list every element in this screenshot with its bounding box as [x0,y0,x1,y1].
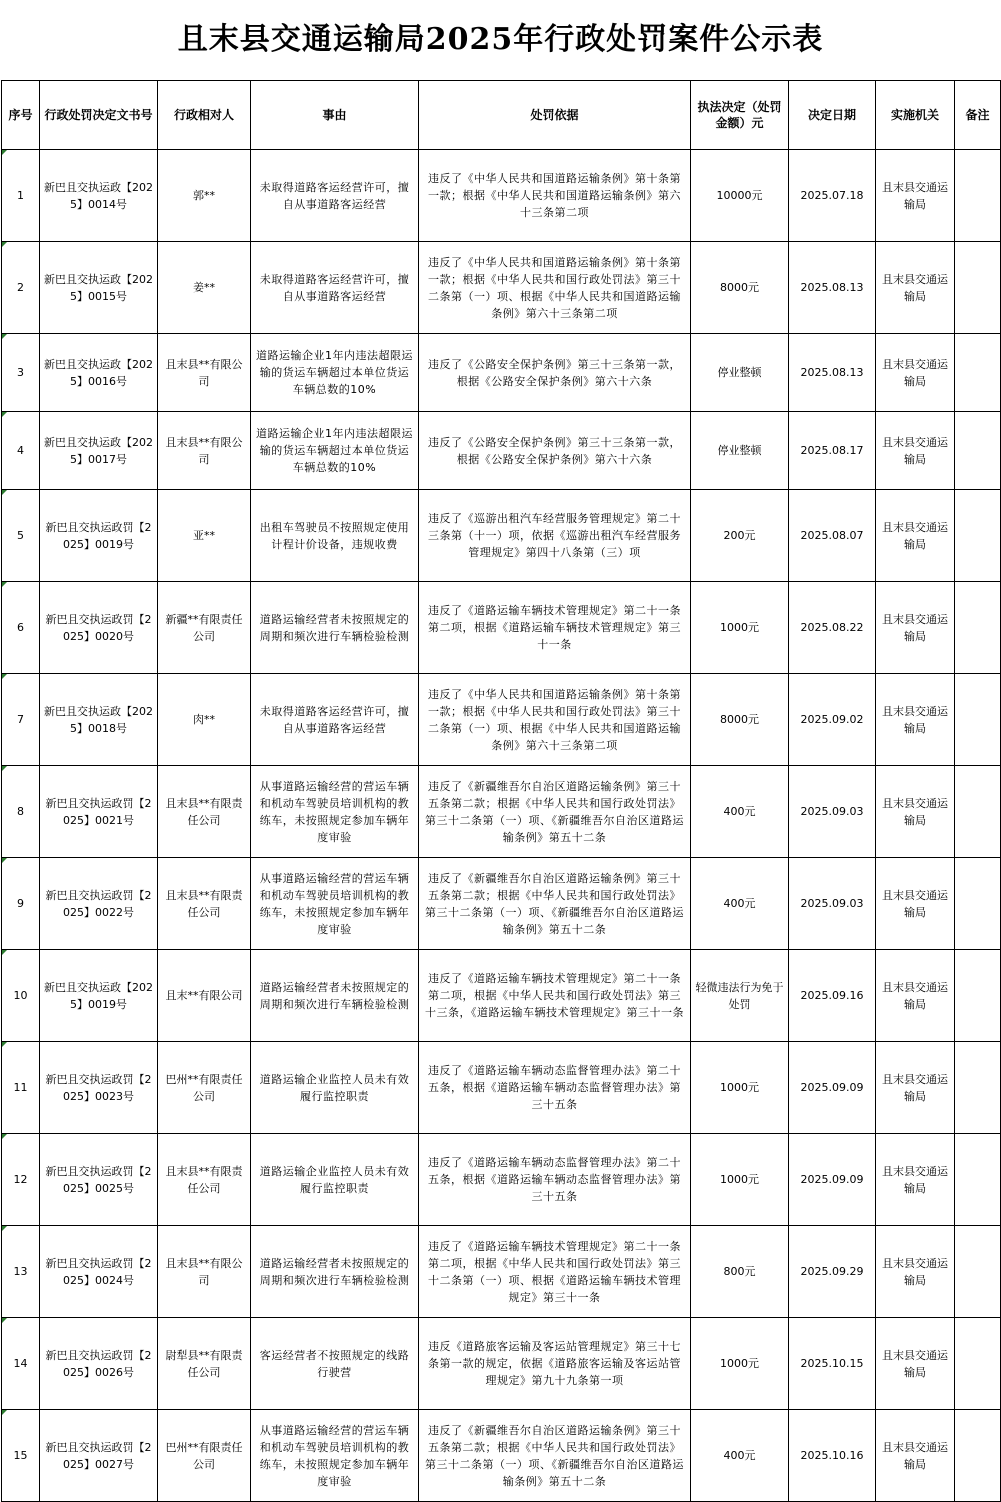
cell-party: 巴州**有限责任公司 [158,1410,251,1502]
cell-reason: 未取得道路客运经营许可，擅自从事道路客运经营 [251,150,419,242]
cell-penalty: 停业整顿 [691,334,789,412]
cell-basis: 违反了《中华人民共和国道路运输条例》第十条第一款；根据《中华人民共和国行政处罚法》第三十二条第（一）项、根据《中华人民共和国道路运输条例》第六十三条第二项 [419,674,691,766]
cell-remark [955,1410,1001,1502]
cell-date: 2025.09.03 [789,766,876,858]
cell-date: 2025.08.13 [789,334,876,412]
cell-remark [955,242,1001,334]
cell-doc-no: 新巴且交执运政【2025】0017号 [40,412,158,490]
cell-doc-no: 新巴且交执运政罚【2025】0023号 [40,1042,158,1134]
cell-agency: 且末县交通运输局 [876,242,955,334]
cell-date: 2025.09.29 [789,1226,876,1318]
cell-reason: 未取得道路客运经营许可，擅自从事道路客运经营 [251,242,419,334]
cell-remark [955,490,1001,582]
cell-agency: 且末县交通运输局 [876,1318,955,1410]
cell-reason: 客运经营者不按照规定的线路行驶营 [251,1318,419,1410]
cell-date: 2025.08.17 [789,412,876,490]
cell-date: 2025.07.18 [789,150,876,242]
cell-agency: 且末县交通运输局 [876,334,955,412]
cell-seq: 13 [2,1226,40,1318]
cell-doc-no: 新巴且交执运政【2025】0016号 [40,334,158,412]
cell-seq: 6 [2,582,40,674]
cell-reason: 未取得道路客运经营许可，擅自从事道路客运经营 [251,674,419,766]
table-row [2,766,1001,858]
cell-agency: 且末县交通运输局 [876,582,955,674]
table-row [2,1226,1001,1318]
cell-party: 且末县**有限公司 [158,1226,251,1318]
cell-party: 且末县**有限公司 [158,334,251,412]
table-row [2,490,1001,582]
cell-agency: 且末县交通运输局 [876,490,955,582]
cell-date: 2025.08.22 [789,582,876,674]
cell-date: 2025.09.09 [789,1042,876,1134]
cell-remark [955,1042,1001,1134]
cell-seq: 4 [2,412,40,490]
cell-penalty: 200元 [691,490,789,582]
table-row [2,1410,1001,1502]
table-row [2,334,1001,412]
cell-basis: 违反了《中华人民共和国道路运输条例》第十条第一款；根据《中华人民共和国道路运输条例》第六十三条第二项 [419,150,691,242]
cell-remark [955,334,1001,412]
table-row [2,950,1001,1042]
cell-doc-no: 新巴且交执运政【2025】0015号 [40,242,158,334]
cell-seq: 11 [2,1042,40,1134]
header-penalty: 执法决定（处罚金额）元 [691,81,789,150]
cell-date: 2025.09.09 [789,1134,876,1226]
cell-reason: 道路运输经营者未按照规定的周期和频次进行车辆检验检测 [251,1226,419,1318]
cell-penalty: 400元 [691,1410,789,1502]
table-body [2,150,1001,1502]
cell-basis: 违反了《道路运输车辆技术管理规定》第二十一条第二项，根据《中华人民共和国行政处罚法》第三十三条，《道路运输车辆技术管理规定》第三十一条 [419,950,691,1042]
cell-reason: 从事道路运输经营的营运车辆和机动车驾驶员培训机构的教练车，未按照规定参加车辆年度审验 [251,1410,419,1502]
cell-reason: 从事道路运输经营的营运车辆和机动车驾驶员培训机构的教练车，未按照规定参加车辆年度审验 [251,858,419,950]
cell-agency: 且末县交通运输局 [876,858,955,950]
cell-seq: 3 [2,334,40,412]
table-row [2,674,1001,766]
cell-penalty: 轻微违法行为免于处罚 [691,950,789,1042]
cell-party: 亚** [158,490,251,582]
cell-doc-no: 新巴且交执运政【2025】0019号 [40,950,158,1042]
cell-date: 2025.10.15 [789,1318,876,1410]
cell-date: 2025.10.16 [789,1410,876,1502]
cell-agency: 且末县交通运输局 [876,766,955,858]
cell-date: 2025.09.03 [789,858,876,950]
header-reason: 事由 [251,81,419,150]
cell-seq: 14 [2,1318,40,1410]
cell-reason: 道路运输经营者未按照规定的周期和频次进行车辆检验检测 [251,950,419,1042]
cell-date: 2025.08.07 [789,490,876,582]
cell-remark [955,950,1001,1042]
cell-doc-no: 新巴且交执运政罚【2025】0022号 [40,858,158,950]
cell-agency: 且末县交通运输局 [876,150,955,242]
cell-doc-no: 新巴且交执运政罚【2025】0026号 [40,1318,158,1410]
cell-doc-no: 新巴且交执运政罚【2025】0020号 [40,582,158,674]
cell-doc-no: 新巴且交执运政【2025】0014号 [40,150,158,242]
cell-remark [955,582,1001,674]
table-row [2,1134,1001,1226]
header-agency: 实施机关 [876,81,955,150]
cell-party: 新疆**有限责任公司 [158,582,251,674]
cell-date: 2025.09.16 [789,950,876,1042]
table-row [2,1042,1001,1134]
header-party: 行政相对人 [158,81,251,150]
cell-basis: 违反了《中华人民共和国道路运输条例》第十条第一款；根据《中华人民共和国行政处罚法》第三十二条第（一）项、根据《中华人民共和国道路运输条例》第六十三条第二项 [419,242,691,334]
cell-doc-no: 新巴且交执运政罚【2025】0027号 [40,1410,158,1502]
cell-basis: 违反了《道路运输车辆技术管理规定》第二十一条第二项，根据《道路运输车辆技术管理规定》第三十一条 [419,582,691,674]
header-remark: 备注 [955,81,1001,150]
cell-remark [955,1134,1001,1226]
cell-remark [955,412,1001,490]
cell-agency: 且末县交通运输局 [876,1042,955,1134]
cell-basis: 违反了《公路安全保护条例》第三十三条第一款，根据《公路安全保护条例》第六十六条 [419,412,691,490]
cell-doc-no: 新巴且交执运政罚【2025】0019号 [40,490,158,582]
cell-penalty: 8000元 [691,674,789,766]
header-date: 决定日期 [789,81,876,150]
cell-reason: 道路运输企业1年内违法超限运输的货运车辆超过本单位货运车辆总数的10% [251,412,419,490]
table-header-row [2,81,1001,150]
table-row [2,582,1001,674]
penalty-table [1,80,1001,1502]
cell-party: 肉** [158,674,251,766]
cell-basis: 违反了《道路运输车辆动态监督管理办法》第二十五条，根据《道路运输车辆动态监督管理办法》第三十五条 [419,1042,691,1134]
header-basis: 处罚依据 [419,81,691,150]
cell-penalty: 1000元 [691,582,789,674]
cell-agency: 且末县交通运输局 [876,950,955,1042]
cell-doc-no: 新巴且交执运政罚【2025】0025号 [40,1134,158,1226]
cell-penalty: 400元 [691,858,789,950]
cell-agency: 且末县交通运输局 [876,674,955,766]
cell-remark [955,858,1001,950]
cell-remark [955,150,1001,242]
cell-penalty: 400元 [691,766,789,858]
cell-remark [955,1226,1001,1318]
cell-seq: 5 [2,490,40,582]
cell-party: 且末县**有限责任公司 [158,1134,251,1226]
cell-reason: 道路运输企业监控人员未有效履行监控职责 [251,1134,419,1226]
header-doc-no: 行政处罚决定文书号 [40,81,158,150]
cell-basis: 违反了《新疆维吾尔自治区道路运输条例》第三十五条第二款；根据《中华人民共和国行政处罚法》第三十二条第（一）项、《新疆维吾尔自治区道路运输条例》第五十二条 [419,766,691,858]
cell-remark [955,674,1001,766]
cell-agency: 且末县交通运输局 [876,1226,955,1318]
cell-agency: 且末县交通运输局 [876,1410,955,1502]
cell-seq: 2 [2,242,40,334]
table-row [2,412,1001,490]
cell-basis: 违反《道路旅客运输及客运站管理规定》第三十七条第一款的规定，依据《道路旅客运输及客运站管理规定》第九十九条第一项 [419,1318,691,1410]
cell-seq: 8 [2,766,40,858]
cell-party: 尉犁县**有限责任公司 [158,1318,251,1410]
cell-party: 且末县**有限责任公司 [158,858,251,950]
cell-basis: 违反了《新疆维吾尔自治区道路运输条例》第三十五条第二款；根据《中华人民共和国行政处罚法》第三十二条第（一）项、《新疆维吾尔自治区道路运输条例》第五十二条 [419,858,691,950]
cell-seq: 10 [2,950,40,1042]
cell-seq: 7 [2,674,40,766]
cell-seq: 15 [2,1410,40,1502]
cell-penalty: 1000元 [691,1134,789,1226]
cell-party: 姜** [158,242,251,334]
cell-party: 且末县**有限责任公司 [158,766,251,858]
cell-seq: 12 [2,1134,40,1226]
cell-reason: 道路运输经营者未按照规定的周期和频次进行车辆检验检测 [251,582,419,674]
page-title: 且末县交通运输局2025年行政处罚案件公示表 [177,22,824,57]
cell-reason: 道路运输企业监控人员未有效履行监控职责 [251,1042,419,1134]
cell-basis: 违反了《道路运输车辆技术管理规定》第二十一条第二项，根据《中华人民共和国行政处罚法》第三十二条第（一）项、根据《道路运输车辆技术管理规定》第三十一条 [419,1226,691,1318]
cell-penalty: 8000元 [691,242,789,334]
cell-party: 且末县**有限公司 [158,412,251,490]
cell-party: 巴州**有限责任公司 [158,1042,251,1134]
table-row [2,858,1001,950]
cell-basis: 违反了《公路安全保护条例》第三十三条第一款，根据《公路安全保护条例》第六十六条 [419,334,691,412]
cell-seq: 9 [2,858,40,950]
cell-remark [955,1318,1001,1410]
cell-date: 2025.08.13 [789,242,876,334]
cell-agency: 且末县交通运输局 [876,1134,955,1226]
cell-penalty: 停业整顿 [691,412,789,490]
cell-basis: 违反了《巡游出租汽车经营服务管理规定》第二十三条第（十一）项，依据《巡游出租汽车经营服务管理规定》第四十八条第（三）项 [419,490,691,582]
cell-seq: 1 [2,150,40,242]
cell-party: 且末**有限公司 [158,950,251,1042]
cell-reason: 道路运输企业1年内违法超限运输的货运车辆超过本单位货运车辆总数的10% [251,334,419,412]
cell-penalty: 1000元 [691,1318,789,1410]
cell-reason: 出租车驾驶员不按照规定使用计程计价设备，违规收费 [251,490,419,582]
header-seq: 序号 [2,81,40,150]
cell-doc-no: 新巴且交执运政罚【2025】0024号 [40,1226,158,1318]
cell-penalty: 1000元 [691,1042,789,1134]
cell-penalty: 800元 [691,1226,789,1318]
table-row [2,150,1001,242]
cell-agency: 且末县交通运输局 [876,412,955,490]
cell-reason: 从事道路运输经营的营运车辆和机动车驾驶员培训机构的教练车，未按照规定参加车辆年度审验 [251,766,419,858]
cell-basis: 违反了《新疆维吾尔自治区道路运输条例》第三十五条第二款；根据《中华人民共和国行政处罚法》第三十二条第（一）项、《新疆维吾尔自治区道路运输条例》第五十二条 [419,1410,691,1502]
cell-doc-no: 新巴且交执运政罚【2025】0021号 [40,766,158,858]
cell-date: 2025.09.02 [789,674,876,766]
table-row [2,242,1001,334]
cell-remark [955,766,1001,858]
cell-penalty: 10000元 [691,150,789,242]
cell-basis: 违反了《道路运输车辆动态监督管理办法》第二十五条，根据《道路运输车辆动态监督管理办法》第三十五条 [419,1134,691,1226]
cell-party: 郭** [158,150,251,242]
table-row [2,1318,1001,1410]
cell-doc-no: 新巴且交执运政【2025】0018号 [40,674,158,766]
